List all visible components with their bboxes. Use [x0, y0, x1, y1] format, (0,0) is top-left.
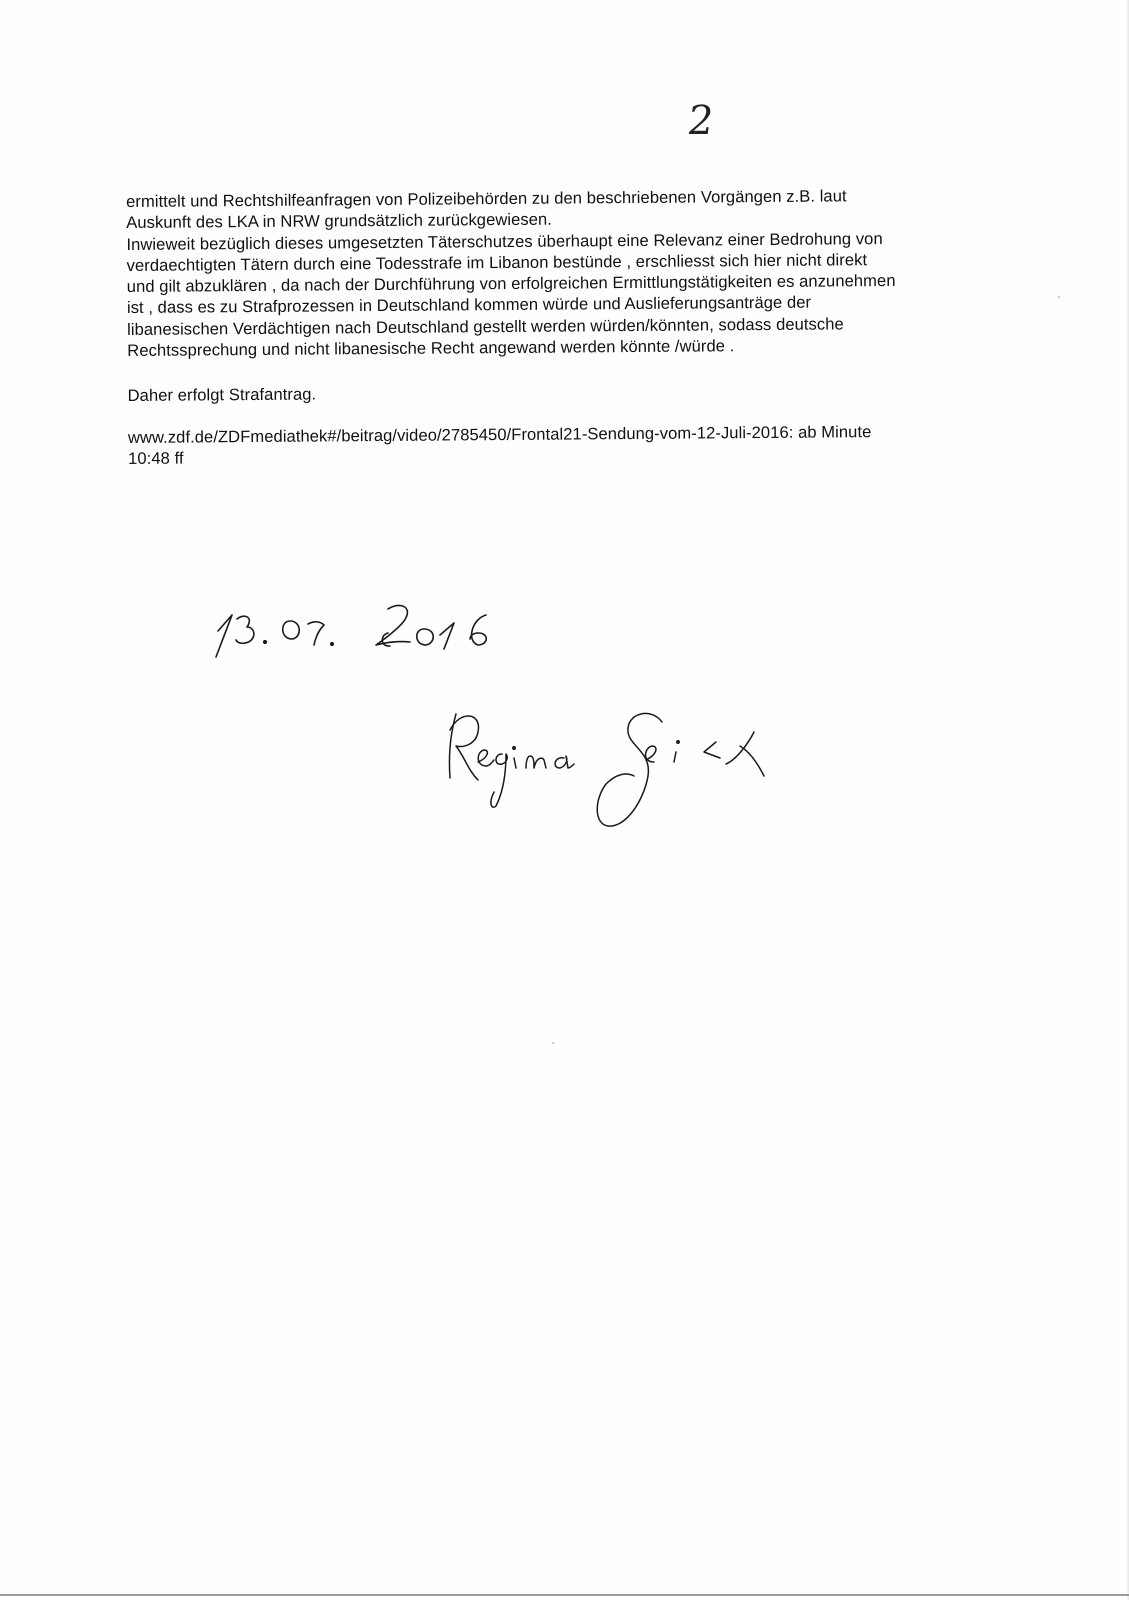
- body-line: verdaechtigten Tätern durch eine Todesstrafe im Libanon bestünde , erschliesst sich hier nicht direkt: [126, 250, 868, 275]
- body-line: Auskunft des LKA in NRW grundsätzlich zurückgewiesen.: [126, 209, 553, 233]
- body-line: ist , dass es zu Strafprozessen in Deutschland kommen würde und Auslieferungsanträge der: [126, 293, 812, 318]
- body-line: Inwieweit bezüglich dieses umgesetzten Täterschutzes überhaupt eine Relevanz einer Bedrohung von: [126, 228, 883, 254]
- scan-speck: [552, 1042, 554, 1044]
- scan-bottom-line: [0, 1594, 1129, 1596]
- closing-line: Daher erfolgt Strafantrag.: [127, 384, 317, 406]
- body-line: Rechtssprechung und nicht libanesische Recht angewand werden könnte /würde .: [127, 336, 735, 361]
- handwritten-date: [210, 595, 510, 665]
- body-line: libanesischen Verdächtigen nach Deutschland gestellt werden würden/könnten, sodass deutsche: [127, 314, 844, 339]
- body-line: ermittelt und Rechtshilfeanfragen von Polizeibehörden zu den beschriebenen Vorgängen z.B. laut: [126, 186, 847, 211]
- page-number: 2: [684, 98, 717, 144]
- body-line: und gilt abzuklären , da nach der Durchführung von erfolgreichen Ermittlungstätigkeiten es anzunehmen: [126, 271, 896, 297]
- signature: [430, 700, 790, 850]
- source-url-line: www.zdf.de/ZDFmediathek#/beitrag/video/2785450/Frontal21-Sendung-vom-12-Juli-2016: ab Minute: [127, 421, 872, 447]
- scan-speck: [1058, 296, 1060, 298]
- letter-body: [126, 184, 1008, 469]
- source-url-line: 10:48 ff: [128, 448, 184, 468]
